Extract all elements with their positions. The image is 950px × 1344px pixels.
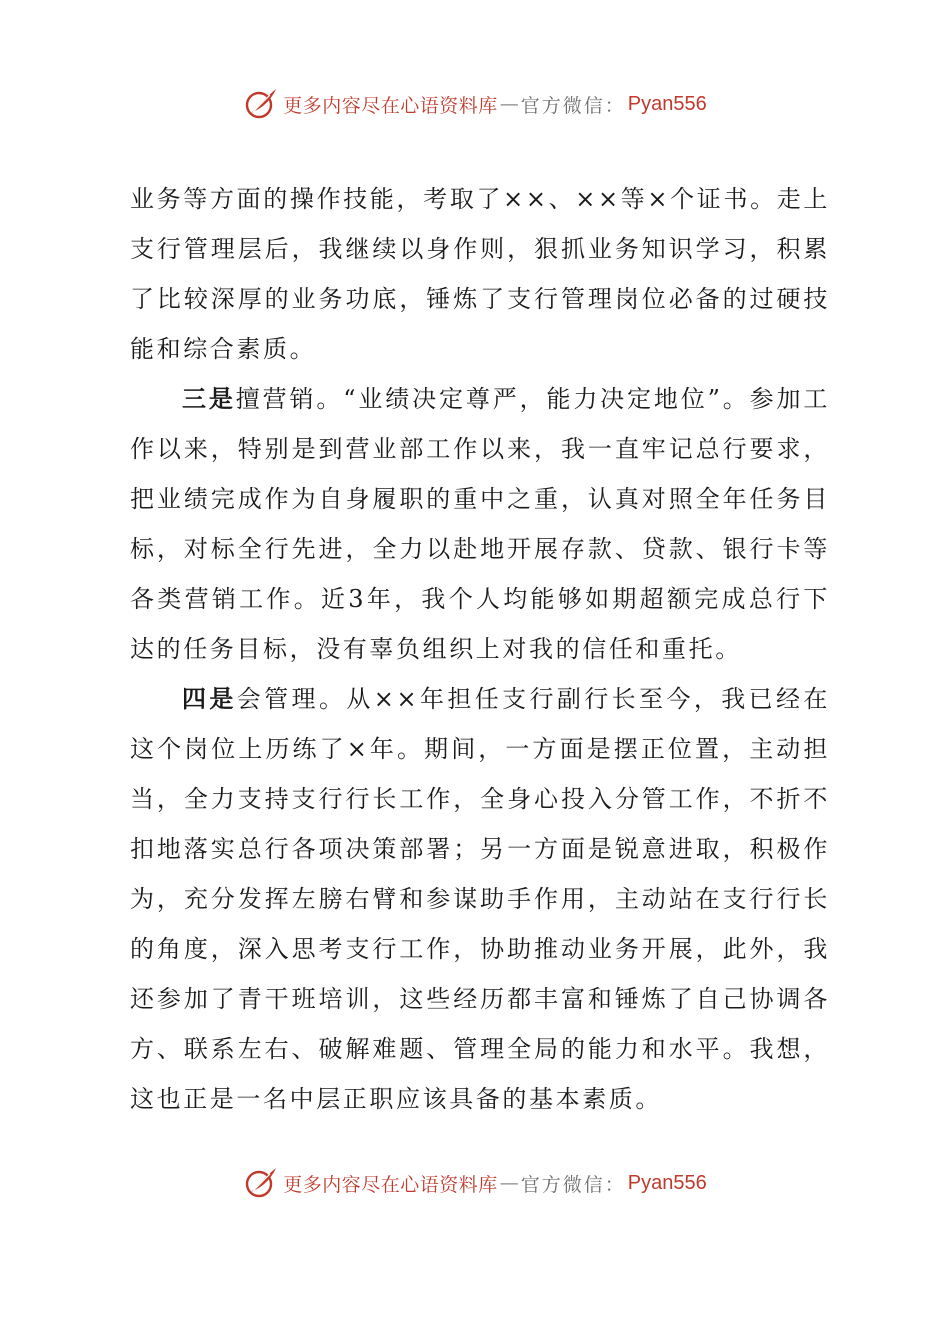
paragraph-continuation <box>130 174 830 374</box>
banner-title: 更多内容尽在心语资料库 <box>283 94 498 117</box>
banner-separator: — <box>499 93 519 115</box>
banner-title: 更多内容尽在心语资料库 <box>283 1173 498 1196</box>
paragraph-text: 业务等方面的操作技能，考取了××、××等×个证书。走上支行管理层后，我继续以身作则，狠抓业务知识学习，积累了比较深厚的业务功底，锤炼了支行管理岗位必备的过硬技能和综合素质。 <box>130 185 830 363</box>
banner-wechat-id: Pyan556 <box>627 1171 707 1194</box>
banner-official-label: 官方微信： <box>520 1173 626 1196</box>
quill-logo-icon <box>243 86 279 122</box>
banner-official-label: 官方微信： <box>520 94 626 117</box>
banner-wechat-id: Pyan556 <box>627 92 707 115</box>
paragraph-text: 擅营销。“业绩决定尊严，能力决定地位”。参加工作以来，特别是到营业部工作以来，我一直牢记总行要求，把业绩完成作为自身履职的重中之重，认真对照全年任务目标，对标全行先进，全力以赴地开展存款、贷款、银行卡等各类营销工作。近3年，我个人均能够如期超额完成总行下达的任务目标，没有辜负组织上对我的信任和重托。 <box>130 385 831 663</box>
paragraph-management <box>130 674 830 1124</box>
paragraph-marketing <box>130 374 830 674</box>
quill-logo-icon <box>243 1165 279 1201</box>
footer-banner <box>0 1163 950 1203</box>
header-banner <box>0 84 950 124</box>
paragraph-lead: 四是 <box>182 684 237 713</box>
banner-separator: — <box>499 1172 519 1194</box>
paragraph-text: 会管理。从××年担任支行副行长至今，我已经在这个岗位上历练了×年。期间，一方面是摆正位置，主动担当，全力支持支行行长工作，全身心投入分管工作，不折不扣地落实总行各项决策部署；另一方面是锐意进取，积极作为，充分发挥左膀右臂和参谋助手作用，主动站在支行行长的角度，深入思考支行工作，协助推动业务开展，此外，我还参加了青干班培训，这些经历都丰富和锤炼了自己协调各方、联系左右、破解难题、管理全局的能力和水平。我想，这也正是一名中层正职应该具备的基本素质。 <box>130 685 830 1113</box>
paragraph-lead: 三是 <box>182 384 236 413</box>
document-body <box>130 174 830 1124</box>
